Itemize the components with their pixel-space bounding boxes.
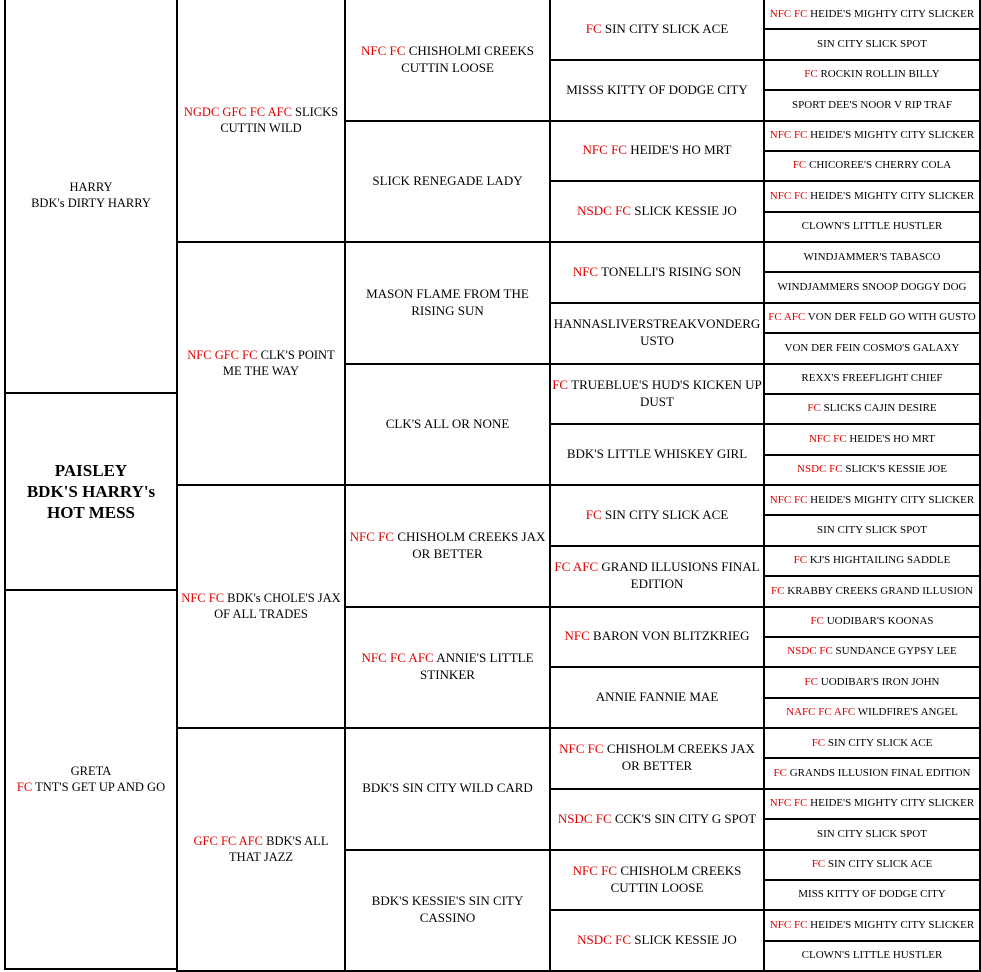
ggg-grandparent-box bbox=[763, 59, 981, 91]
subject-line3: HOT MESS bbox=[47, 502, 135, 523]
ggg-grandparent-name: SLICKS CAJIN DESIRE bbox=[824, 402, 937, 414]
ggg-grandparent-entry bbox=[804, 251, 941, 264]
grandparent-entry bbox=[178, 591, 344, 622]
ggg-grandparent-title: FC bbox=[794, 554, 810, 566]
ggg-grandparent-entry bbox=[774, 767, 971, 780]
ggg-grandparent-entry bbox=[785, 342, 960, 355]
gg-grandparent-entry bbox=[567, 446, 747, 463]
ggg-grandparent-box bbox=[763, 120, 981, 152]
grandparent-name: BDK'S ALL THAT JAZZ bbox=[229, 834, 328, 864]
great-grandparent-entry bbox=[386, 416, 510, 433]
great-grandparent-name: BDK'S KESSIE'S SIN CITY CASSINO bbox=[372, 893, 524, 925]
grandparent-entry bbox=[178, 348, 344, 379]
ggg-grandparent-title: FC bbox=[774, 767, 790, 779]
ggg-grandparent-title: NFC FC bbox=[770, 129, 810, 141]
ggg-grandparent-box bbox=[763, 575, 981, 607]
ggg-grandparent-entry bbox=[817, 828, 927, 841]
gg-grandparent-box bbox=[549, 120, 765, 183]
grandparent-box bbox=[176, 0, 346, 243]
grandparent-entry bbox=[178, 834, 344, 865]
great-grandparent-name: BDK'S SIN CITY WILD CARD bbox=[362, 780, 533, 795]
subject-box bbox=[4, 392, 178, 591]
ggg-grandparent-box bbox=[763, 0, 981, 30]
gg-grandparent-title: FC bbox=[586, 21, 605, 36]
great-grandparent-entry bbox=[346, 43, 549, 77]
ggg-grandparent-box bbox=[763, 332, 981, 364]
ggg-grandparent-box bbox=[763, 909, 981, 941]
great-grandparent-title: NFC FC bbox=[350, 529, 398, 544]
great-grandparent-box bbox=[344, 0, 551, 122]
great-grandparent-entry bbox=[362, 780, 533, 797]
ggg-grandparent-box bbox=[763, 788, 981, 820]
gg-grandparent-entry bbox=[564, 628, 749, 645]
ggg-grandparent-name: REXX'S FREEFLIGHT CHIEF bbox=[801, 372, 942, 384]
ggg-grandparent-name: HEIDE'S MIGHTY CITY SLICKER bbox=[810, 494, 974, 506]
ggg-grandparent-entry bbox=[804, 68, 940, 81]
gg-grandparent-name: CHISHOLM CREEKS JAX OR BETTER bbox=[607, 741, 755, 773]
ggg-grandparent-entry bbox=[770, 919, 974, 932]
great-grandparent-box bbox=[344, 241, 551, 365]
gg-grandparent-entry bbox=[577, 932, 737, 949]
ggg-grandparent-box bbox=[763, 28, 981, 60]
ggg-grandparent-box bbox=[763, 757, 981, 789]
grandparent-title: NFC GFC FC bbox=[187, 348, 260, 362]
ggg-grandparent-entry bbox=[812, 858, 933, 871]
ggg-grandparent-box bbox=[763, 241, 981, 273]
ggg-grandparent-title: FC bbox=[812, 858, 828, 870]
ggg-grandparent-name: SIN CITY SLICK ACE bbox=[828, 737, 932, 749]
ggg-grandparent-box bbox=[763, 484, 981, 516]
gg-grandparent-title: NSDC FC bbox=[577, 932, 634, 947]
grandparent-name: CLK'S POINT ME THE WAY bbox=[223, 348, 335, 378]
ggg-grandparent-title: FC bbox=[804, 68, 820, 80]
ggg-grandparent-box bbox=[763, 818, 981, 850]
great-grandparent-box bbox=[344, 120, 551, 244]
ggg-grandparent-name: SPORT DEE'S NOOR V RIP TRAF bbox=[792, 99, 952, 111]
ggg-grandparent-name: HEIDE'S MIGHTY CITY SLICKER bbox=[810, 797, 974, 809]
gg-grandparent-box bbox=[549, 788, 765, 851]
ggg-grandparent-box bbox=[763, 849, 981, 881]
gg-grandparent-box bbox=[549, 241, 765, 304]
gg-grandparent-name: SIN CITY SLICK ACE bbox=[605, 507, 728, 522]
gg-grandparent-entry bbox=[566, 82, 748, 99]
gg-grandparent-title: FC AFC bbox=[554, 559, 601, 574]
ggg-grandparent-entry bbox=[770, 494, 974, 507]
great-grandparent-box bbox=[344, 484, 551, 608]
gg-grandparent-name: MISSS KITTY OF DODGE CITY bbox=[566, 82, 748, 97]
ggg-grandparent-entry bbox=[817, 38, 927, 51]
gg-grandparent-entry bbox=[551, 741, 763, 775]
ggg-grandparent-title: NFC FC bbox=[770, 8, 810, 20]
gg-grandparent-entry bbox=[558, 811, 756, 828]
ggg-grandparent-title: NAFC FC AFC bbox=[786, 706, 858, 718]
gg-grandparent-name: TONELLI'S RISING SON bbox=[601, 264, 741, 279]
ggg-grandparent-entry bbox=[794, 554, 951, 567]
ggg-grandparent-box bbox=[763, 697, 981, 729]
ggg-grandparent-box bbox=[763, 180, 981, 212]
ggg-grandparent-name: HEIDE'S HO MRT bbox=[849, 433, 935, 445]
great-grandparent-name: MASON FLAME FROM THE RISING SUN bbox=[366, 286, 529, 318]
ggg-grandparent-entry bbox=[802, 949, 943, 962]
ggg-grandparent-name: HEIDE'S MIGHTY CITY SLICKER bbox=[810, 919, 974, 931]
great-grandparent-box bbox=[344, 849, 551, 972]
ggg-grandparent-box bbox=[763, 666, 981, 698]
gg-grandparent-entry bbox=[583, 142, 732, 159]
ggg-grandparent-box bbox=[763, 514, 981, 546]
ggg-grandparent-title: NFC FC bbox=[770, 190, 810, 202]
ggg-grandparent-box bbox=[763, 393, 981, 425]
ggg-grandparent-name: HEIDE'S MIGHTY CITY SLICKER bbox=[810, 8, 974, 20]
gg-grandparent-entry bbox=[551, 863, 763, 897]
ggg-grandparent-entry bbox=[812, 737, 933, 750]
ggg-grandparent-entry bbox=[792, 99, 952, 112]
dam-title: FC bbox=[17, 780, 32, 794]
gg-grandparent-box bbox=[549, 423, 765, 486]
ggg-grandparent-title: NSDC FC bbox=[787, 645, 835, 657]
gg-grandparent-title: FC bbox=[552, 377, 571, 392]
ggg-grandparent-title: NFC FC bbox=[770, 494, 810, 506]
great-grandparent-entry bbox=[372, 173, 522, 190]
gg-grandparent-title: NFC bbox=[573, 264, 601, 279]
gg-grandparent-box bbox=[549, 59, 765, 122]
ggg-grandparent-name: KRABBY CREEKS GRAND ILLUSION bbox=[787, 585, 973, 597]
ggg-grandparent-entry bbox=[798, 888, 945, 901]
grandparent-title: GFC FC AFC bbox=[194, 834, 267, 848]
gg-grandparent-box bbox=[549, 727, 765, 790]
ggg-grandparent-name: WINDJAMMER'S TABASCO bbox=[804, 251, 941, 263]
ggg-grandparent-name: WINDJAMMERS SNOOP DOGGY DOG bbox=[778, 281, 967, 293]
gg-grandparent-name: CHISHOLM CREEKS CUTTIN LOOSE bbox=[611, 863, 742, 895]
ggg-grandparent-title: NFC FC bbox=[809, 433, 849, 445]
grandparent-box bbox=[176, 727, 346, 972]
ggg-grandparent-title: FC AFC bbox=[768, 311, 808, 323]
ggg-grandparent-box bbox=[763, 940, 981, 972]
ggg-grandparent-name: SUNDANCE GYPSY LEE bbox=[836, 645, 957, 657]
ggg-grandparent-name: CLOWN'S LITTLE HUSTLER bbox=[802, 949, 943, 961]
ggg-grandparent-name: MISS KITTY OF DODGE CITY bbox=[798, 888, 945, 900]
ggg-grandparent-box bbox=[763, 454, 981, 486]
gg-grandparent-box bbox=[549, 484, 765, 547]
gg-grandparent-title: NFC bbox=[564, 628, 593, 643]
gg-grandparent-box bbox=[549, 849, 765, 912]
great-grandparent-entry bbox=[346, 529, 549, 563]
gg-grandparent-name: ANNIE FANNIE MAE bbox=[596, 689, 719, 704]
ggg-grandparent-title: NFC FC bbox=[770, 797, 810, 809]
ggg-grandparent-entry bbox=[810, 615, 933, 628]
ggg-grandparent-entry bbox=[797, 463, 947, 476]
gg-grandparent-name: BARON VON BLITZKRIEG bbox=[593, 628, 749, 643]
dam-box bbox=[4, 589, 178, 970]
ggg-grandparent-name: ROCKIN ROLLIN BILLY bbox=[820, 68, 939, 80]
gg-grandparent-box bbox=[549, 606, 765, 669]
dam-call-name: GRETA bbox=[71, 764, 112, 780]
subject-line1: PAISLEY bbox=[55, 460, 127, 481]
ggg-grandparent-entry bbox=[802, 220, 943, 233]
gg-grandparent-title: NFC FC bbox=[573, 863, 621, 878]
ggg-grandparent-entry bbox=[817, 524, 927, 537]
gg-grandparent-title: NSDC FC bbox=[558, 811, 615, 826]
ggg-grandparent-box bbox=[763, 211, 981, 243]
grandparent-box bbox=[176, 484, 346, 729]
ggg-grandparent-title: NFC FC bbox=[770, 919, 810, 931]
gg-grandparent-name: SLICK KESSIE JO bbox=[634, 203, 737, 218]
gg-grandparent-name: HEIDE'S HO MRT bbox=[630, 142, 731, 157]
gg-grandparent-box bbox=[549, 545, 765, 608]
ggg-grandparent-box bbox=[763, 636, 981, 668]
great-grandparent-box bbox=[344, 606, 551, 730]
gg-grandparent-entry bbox=[551, 377, 763, 411]
gg-grandparent-entry bbox=[551, 559, 763, 593]
ggg-grandparent-title: NSDC FC bbox=[797, 463, 845, 475]
great-grandparent-name: SLICK RENEGADE LADY bbox=[372, 173, 522, 188]
ggg-grandparent-box bbox=[763, 89, 981, 121]
gg-grandparent-name: CCK'S SIN CITY G SPOT bbox=[615, 811, 756, 826]
ggg-grandparent-entry bbox=[771, 585, 973, 598]
ggg-grandparent-name: SIN CITY SLICK SPOT bbox=[817, 828, 927, 840]
ggg-grandparent-name: SIN CITY SLICK SPOT bbox=[817, 38, 927, 50]
ggg-grandparent-title: FC bbox=[810, 615, 826, 627]
gg-grandparent-title: NFC FC bbox=[559, 741, 607, 756]
grandparent-entry bbox=[178, 105, 344, 136]
ggg-grandparent-title: FC bbox=[793, 159, 809, 171]
subject-line2: BDK'S HARRY's bbox=[27, 481, 155, 502]
ggg-grandparent-name: GRANDS ILLUSION FINAL EDITION bbox=[790, 767, 971, 779]
ggg-grandparent-entry bbox=[770, 129, 974, 142]
ggg-grandparent-box bbox=[763, 150, 981, 182]
ggg-grandparent-box bbox=[763, 423, 981, 455]
ggg-grandparent-entry bbox=[793, 159, 951, 172]
gg-grandparent-box bbox=[549, 666, 765, 729]
gg-grandparent-box bbox=[549, 909, 765, 972]
grandparent-name: BDK's CHOLE'S JAX OF ALL TRADES bbox=[214, 591, 341, 621]
ggg-grandparent-name: UODIBAR'S IRON JOHN bbox=[821, 676, 940, 688]
ggg-grandparent-entry bbox=[801, 372, 942, 385]
ggg-grandparent-entry bbox=[770, 8, 974, 21]
gg-grandparent-box bbox=[549, 363, 765, 426]
gg-grandparent-entry bbox=[586, 507, 729, 524]
gg-grandparent-title: NSDC FC bbox=[577, 203, 634, 218]
grandparent-name: SLICKS CUTTIN WILD bbox=[220, 105, 338, 135]
ggg-grandparent-entry bbox=[805, 676, 940, 689]
ggg-grandparent-entry bbox=[770, 797, 974, 810]
ggg-grandparent-box bbox=[763, 727, 981, 759]
ggg-grandparent-entry bbox=[807, 402, 936, 415]
gg-grandparent-name: TRUEBLUE'S HUD'S KICKEN UP DUST bbox=[571, 377, 762, 409]
ggg-grandparent-entry bbox=[809, 433, 935, 446]
great-grandparent-name: ANNIE'S LITTLE STINKER bbox=[420, 650, 534, 682]
ggg-grandparent-title: FC bbox=[771, 585, 787, 597]
ggg-grandparent-name: CLOWN'S LITTLE HUSTLER bbox=[802, 220, 943, 232]
gg-grandparent-name: SLICK KESSIE JO bbox=[634, 932, 737, 947]
gg-grandparent-title: FC bbox=[586, 507, 605, 522]
dam-title-name-line bbox=[17, 780, 165, 796]
sire-registered-name: BDK's DIRTY HARRY bbox=[31, 196, 151, 212]
ggg-grandparent-title: FC bbox=[805, 676, 821, 688]
gg-grandparent-entry bbox=[586, 21, 729, 38]
ggg-grandparent-box bbox=[763, 302, 981, 334]
ggg-grandparent-name: CHICOREE'S CHERRY COLA bbox=[809, 159, 951, 171]
gg-grandparent-entry bbox=[551, 316, 763, 350]
sire-box bbox=[4, 0, 178, 394]
ggg-grandparent-name: SIN CITY SLICK ACE bbox=[828, 858, 932, 870]
ggg-grandparent-box bbox=[763, 271, 981, 303]
gg-grandparent-name: SIN CITY SLICK ACE bbox=[605, 21, 728, 36]
grandparent-title: NFC FC bbox=[181, 591, 227, 605]
ggg-grandparent-name: KJ'S HIGHTAILING SADDLE bbox=[810, 554, 950, 566]
ggg-grandparent-box bbox=[763, 606, 981, 638]
ggg-grandparent-name: UODIBAR'S KOONAS bbox=[827, 615, 934, 627]
great-grandparent-title: NFC FC bbox=[361, 43, 409, 58]
gg-grandparent-box bbox=[549, 0, 765, 61]
ggg-grandparent-box bbox=[763, 545, 981, 577]
gg-grandparent-name: GRAND ILLUSIONS FINAL EDITION bbox=[601, 559, 759, 591]
dam-registered-name: TNT'S GET UP AND GO bbox=[35, 780, 165, 794]
ggg-grandparent-name: HEIDE'S MIGHTY CITY SLICKER bbox=[810, 190, 974, 202]
great-grandparent-box bbox=[344, 363, 551, 487]
great-grandparent-name: CHISHOLMI CREEKS CUTTIN LOOSE bbox=[401, 43, 534, 75]
ggg-grandparent-name: WILDFIRE'S ANGEL bbox=[858, 706, 958, 718]
great-grandparent-title: NFC FC AFC bbox=[361, 650, 436, 665]
gg-grandparent-entry bbox=[596, 689, 719, 706]
gg-grandparent-entry bbox=[573, 264, 741, 281]
ggg-grandparent-name: HEIDE'S MIGHTY CITY SLICKER bbox=[810, 129, 974, 141]
ggg-grandparent-name: VON DER FELD GO WITH GUSTO bbox=[808, 311, 976, 323]
great-grandparent-name: CLK'S ALL OR NONE bbox=[386, 416, 510, 431]
ggg-grandparent-entry bbox=[787, 645, 957, 658]
gg-grandparent-name: BDK'S LITTLE WHISKEY GIRL bbox=[567, 446, 747, 461]
ggg-grandparent-box bbox=[763, 879, 981, 911]
gg-grandparent-box bbox=[549, 302, 765, 365]
sire-call-name: HARRY bbox=[69, 180, 112, 196]
ggg-grandparent-entry bbox=[778, 281, 967, 294]
ggg-grandparent-title: FC bbox=[812, 737, 828, 749]
great-grandparent-entry bbox=[346, 893, 549, 927]
ggg-grandparent-entry bbox=[786, 706, 958, 719]
ggg-grandparent-entry bbox=[770, 190, 974, 203]
grandparent-box bbox=[176, 241, 346, 486]
ggg-grandparent-entry bbox=[768, 311, 976, 324]
ggg-grandparent-name: VON DER FEIN COSMO'S GALAXY bbox=[785, 342, 960, 354]
ggg-grandparent-title: FC bbox=[807, 402, 823, 414]
ggg-grandparent-name: SLICK'S KESSIE JOE bbox=[845, 463, 947, 475]
ggg-grandparent-name: SIN CITY SLICK SPOT bbox=[817, 524, 927, 536]
gg-grandparent-entry bbox=[577, 203, 737, 220]
great-grandparent-entry bbox=[346, 650, 549, 684]
great-grandparent-name: CHISHOLM CREEKS JAX OR BETTER bbox=[397, 529, 545, 561]
gg-grandparent-name: HANNASLIVERSTREAKVONDERG USTO bbox=[554, 316, 761, 348]
gg-grandparent-box bbox=[549, 180, 765, 243]
gg-grandparent-title: NFC FC bbox=[583, 142, 631, 157]
ggg-grandparent-box bbox=[763, 363, 981, 395]
great-grandparent-entry bbox=[346, 286, 549, 320]
great-grandparent-box bbox=[344, 727, 551, 851]
grandparent-title: NGDC GFC FC AFC bbox=[184, 105, 295, 119]
